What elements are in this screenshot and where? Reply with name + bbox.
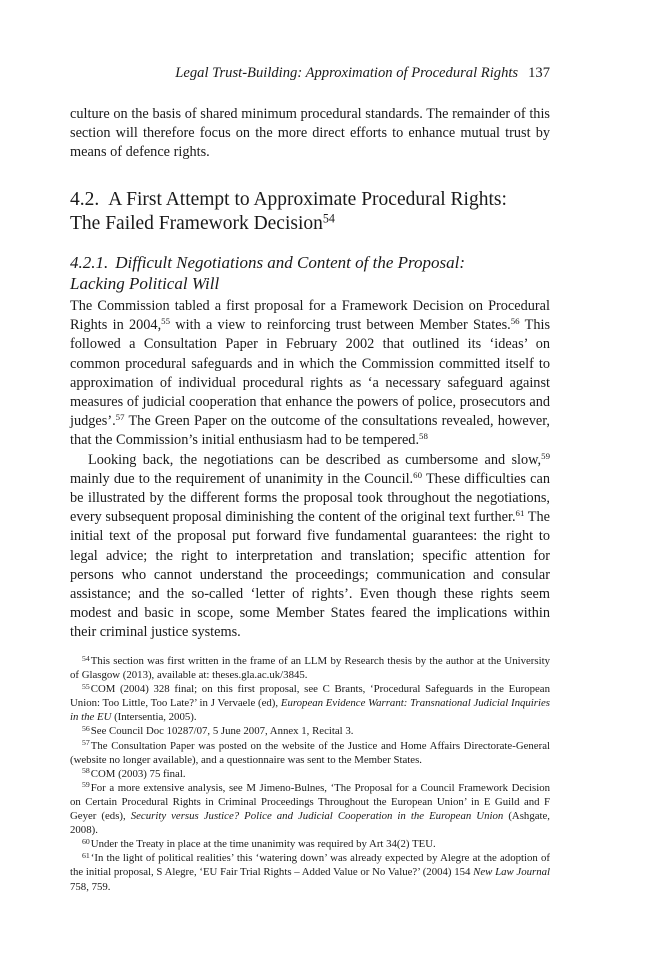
footnote-ref-61[interactable]: 61: [515, 508, 525, 519]
footnote-journal-title: New Law Journal: [473, 866, 550, 879]
footnote-text: This section was first written in the frame of an LLM by Research thesis by the author at the University of Glasgow (2013), available at: theses.gla.ac.uk/3845.: [70, 655, 550, 682]
subsection-heading: [70, 252, 550, 294]
footnote-61: [70, 851, 550, 893]
footnote-ref-60[interactable]: 60: [413, 469, 422, 480]
paragraph-2: [70, 451, 550, 643]
footnote-59: [70, 781, 550, 837]
footnote-marker: 59: [82, 780, 90, 790]
footnote-marker: 56: [82, 723, 90, 733]
paragraph-1-text-b: with a view to reinforcing trust between Member States.: [170, 317, 511, 334]
footnote-text: COM (2003) 75 final.: [90, 767, 186, 780]
subsection-title-line1: Difficult Negotiations and Content of the Proposal:: [115, 253, 465, 272]
footnote-marker: 55: [82, 681, 90, 691]
paragraph-1: [70, 297, 550, 451]
footnote-marker: 54: [82, 653, 90, 663]
footnotes: [70, 654, 550, 894]
paragraph-1-text-d: The Green Paper on the outcome of the consultations revealed, however, that the Commission’s initial enthusiasm had to be tempered.: [70, 413, 550, 449]
subsection-title-line2: Lacking Political Will: [70, 274, 220, 293]
footnote-marker: 57: [82, 738, 90, 748]
footnote-text: ‘In the light of political realities’ this ‘watering down’ was already expected by Alegre at the adoption of the initial proposal, S Alegre, ‘EU Fair Trial Rights – Added Value or No Value?’ (2004) 154: [70, 852, 550, 879]
section-heading: [70, 188, 550, 236]
footnote-text: The Consultation Paper was posted on the website of the Justice and Home Affairs Directorate-General (website no longer available), and a questionnaire was sent to the Member States.: [70, 739, 550, 766]
footnote-book-title: European Evidence Warrant: Transnational Judicial Inquiries in the EU: [70, 697, 550, 724]
footnote-book-title: Security versus Justice? Police and Judicial Cooperation in the European Union: [130, 810, 504, 823]
footnote-text: Under the Treaty in place at the time unanimity was required by Art 34(2) TEU.: [90, 838, 436, 851]
footnote-58: [70, 767, 550, 781]
footnote-text: For a more extensive analysis, see M Jimeno-Bulnes, ‘The Proposal for a Council Framework Decision on Certain Procedural Rights in Criminal Proceedings Throughout the European Union’ in E Guild and F Geyer (eds),: [70, 781, 550, 823]
subsection-number: 4.2.1.: [70, 253, 109, 272]
paragraph-1-text-c: This followed a Consultation Paper in February 2002 that outlined its ‘ideas’ on common procedural safeguards and in which the Commission committed itself to approximation of individual procedural rights as ‘a necessary safeguard against measures of judicial cooperation that enhance the powers of police, prosecutors and judges’.: [70, 317, 551, 430]
section-title-line2: The Failed Framework Decision: [70, 213, 323, 234]
footnote-55: [70, 682, 550, 724]
paragraph-2-text-d: The initial text of the proposal put forward five fundamental guarantees: the right to legal advice; the right to interpretation and translation; specific attention for persons who cannot understand the proceedings; communication and consular assistance; and the so-called ‘letter of rights’. Even though these rights seem modest and basic in scope, some Member States feared the implications within their criminal justice systems.: [70, 509, 550, 641]
footnote-57: [70, 739, 550, 767]
main-text: [70, 297, 550, 643]
paragraph-2-text-c: These difficulties can be illustrated by the different forms the proposal took throughout the negotiations, every subsequent proposal diminishing the content of the original text further.: [70, 470, 550, 526]
paragraph-1-text-a: The Commission tabled a first proposal for a Framework Decision on Procedural Rights in 2004,: [70, 298, 550, 334]
footnote-60: [70, 837, 550, 851]
footnote-ref-55[interactable]: 55: [161, 316, 171, 327]
footnote-54: [70, 654, 550, 682]
footnote-text: See Council Doc 10287/07, 5 June 2007, Annex 1, Recital 3.: [90, 725, 354, 738]
paragraph-2-text-b: mainly due to the requirement of unanimity in the Council.: [70, 470, 414, 487]
intro-text: culture on the basis of shared minimum procedural standards. The remainder of this section will therefore focus on the more direct efforts to enhance mutual trust by means of defence rights.: [70, 106, 550, 161]
footnote-marker: 60: [82, 836, 90, 846]
section-number: 4.2.: [70, 189, 100, 210]
footnote-marker: 58: [82, 766, 90, 776]
footnote-text: COM (2004) 328 final; on this first proposal, see C Brants, ‘Procedural Safeguards in the European Union: Too Little, Too Late?’ in J Vervaele (ed),: [70, 683, 550, 710]
footnote-ref-58[interactable]: 58: [419, 431, 428, 442]
footnote-ref-56[interactable]: 56: [510, 316, 520, 327]
running-head-title: Legal Trust-Building: Approximation of Procedural Rights: [175, 65, 519, 81]
footnote-text-end: (Ashgate, 2008).: [70, 810, 551, 837]
intro-paragraph: [70, 105, 550, 163]
footnote-text-end: 758, 759.: [70, 880, 111, 893]
footnote-ref-54[interactable]: 54: [322, 211, 335, 226]
footnote-text-end: (Intersentia, 2005).: [111, 711, 197, 724]
running-head: [70, 64, 550, 82]
footnote-56: [70, 724, 550, 738]
footnote-marker: 61: [82, 850, 90, 860]
footnote-ref-57[interactable]: 57: [115, 412, 125, 423]
footnote-ref-59[interactable]: 59: [541, 450, 550, 461]
section-title-line1: A First Attempt to Approximate Procedural Rights:: [108, 189, 507, 210]
paragraph-2-text-a: Looking back, the negotiations can be described as cumbersome and slow,: [88, 451, 542, 468]
page-number: 137: [528, 65, 550, 81]
